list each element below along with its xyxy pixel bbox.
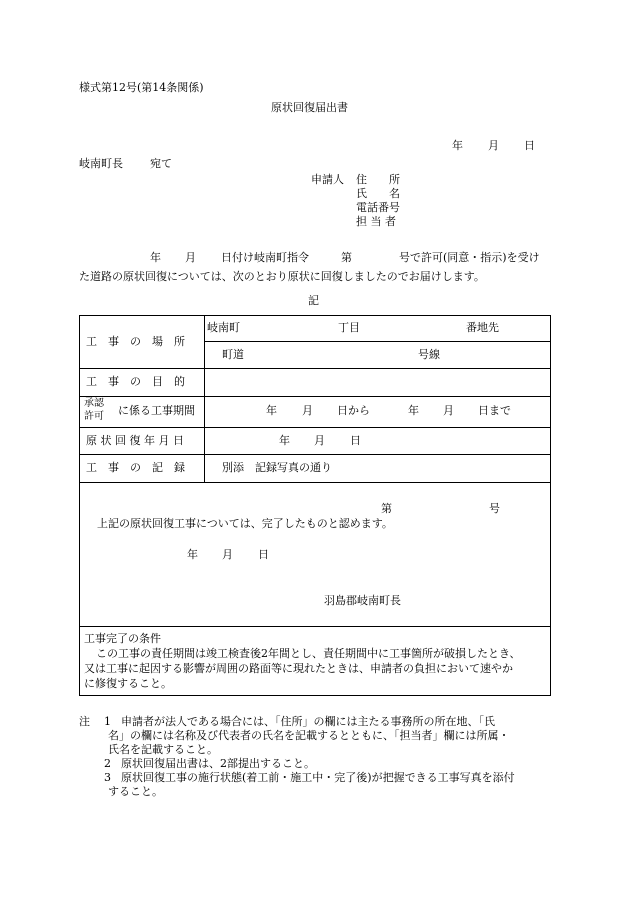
notes-prefix: 注 [79,715,90,728]
note-3-number: 3 [104,771,111,784]
body-month: 月 [185,251,196,264]
restore-date-label: 原 状 回 復 年 月 日 [86,434,184,447]
body-dated: 日付け岐南町指令 [221,251,309,264]
note-3-line2: すること。 [108,785,163,798]
period-label-bottom: 許可 [84,411,104,422]
date-month: 月 [488,139,499,152]
approval-d: 日 [258,548,269,561]
date-year: 年 [452,139,463,152]
approval-m: 月 [222,548,233,561]
conditions-line2: 又は工事に起因する影響が周囲の路面等に現れたときは、申請者の負担において速やか [84,662,513,675]
note-2-number: 2 [104,757,111,770]
period-label-top: 承認 [84,398,104,409]
applicant-address: 住 所 [356,173,400,186]
conditions-heading: 工事完了の条件 [84,632,161,645]
body-line1-end: 号で許可(同意・指示)を受け [399,251,540,264]
place-label: 工 事 の 場 所 [86,335,185,348]
approval-go: 号 [489,502,500,515]
record-value: 別添 記録写真の通り [222,461,332,474]
applicant-contact: 担 当 者 [356,215,396,228]
ki-mark: 記 [308,294,319,307]
note-1-line3: 氏名を記載すること。 [108,743,218,756]
period-y2: 年 [408,404,419,417]
period-d1: 日から [337,404,370,417]
place-route: 号線 [418,348,440,361]
restore-date-m: 月 [314,434,325,447]
applicant-label: 申請人 [311,173,344,186]
page-title: 原状回復届出書 [271,101,348,114]
applicant-name: 氏 名 [356,187,400,200]
note-3-line1: 原状回復工事の施行状態(着工前・施工中・完了後)が把握できる工事写真を添付 [121,771,515,784]
period-y1: 年 [266,404,277,417]
place-banchi: 番地先 [466,321,499,334]
note-1-number: 1 [104,715,111,728]
record-label: 工 事 の 記 録 [86,461,185,474]
place-road: 町道 [222,348,244,361]
approval-issuer: 羽島郡岐南町長 [324,594,401,607]
conditions-line3: に修復すること。 [84,677,172,690]
purpose-label: 工 事 の 目 的 [86,375,185,388]
note-1-line2: 名」の欄には名称及び代表者の氏名を記載するとともに、「担当者」欄には所属・ [108,729,510,742]
body-year: 年 [150,251,161,264]
note-1-line1: 申請者が法人である場合には、「住所」の欄には主たる事務所の所在地、「氏 [121,715,495,728]
approval-dai: 第 [381,502,392,515]
body-dai: 第 [341,251,352,264]
note-2-line1: 原状回復届出書は、2部提出すること。 [121,757,315,770]
period-d2: 日まで [478,404,511,417]
place-chome: 丁目 [338,321,360,334]
period-label-rest: に係る工事期間 [118,404,195,417]
restore-date-d: 日 [350,434,361,447]
period-m1: 月 [302,404,313,417]
approval-y: 年 [187,548,198,561]
approval-text: 上記の原状回復工事については、完了したものと認めます。 [97,517,393,530]
date-day: 日 [524,139,535,152]
period-m2: 月 [443,404,454,417]
body-line2: た道路の原状回復については、次のとおり原状に回復しましたのでお届けします。 [79,270,485,283]
addressee-suffix: 宛て [150,157,172,170]
addressee-place: 岐南町長 [79,157,123,170]
conditions-line1: この工事の責任期間は竣工検査後2年間とし、責任期間中に工事箇所が破損したとき、 [96,647,521,660]
place-town: 岐南町 [207,321,240,334]
restore-date-y: 年 [279,434,290,447]
form-number: 様式第12号(第14条関係) [79,81,204,94]
applicant-phone: 電話番号 [356,201,400,214]
